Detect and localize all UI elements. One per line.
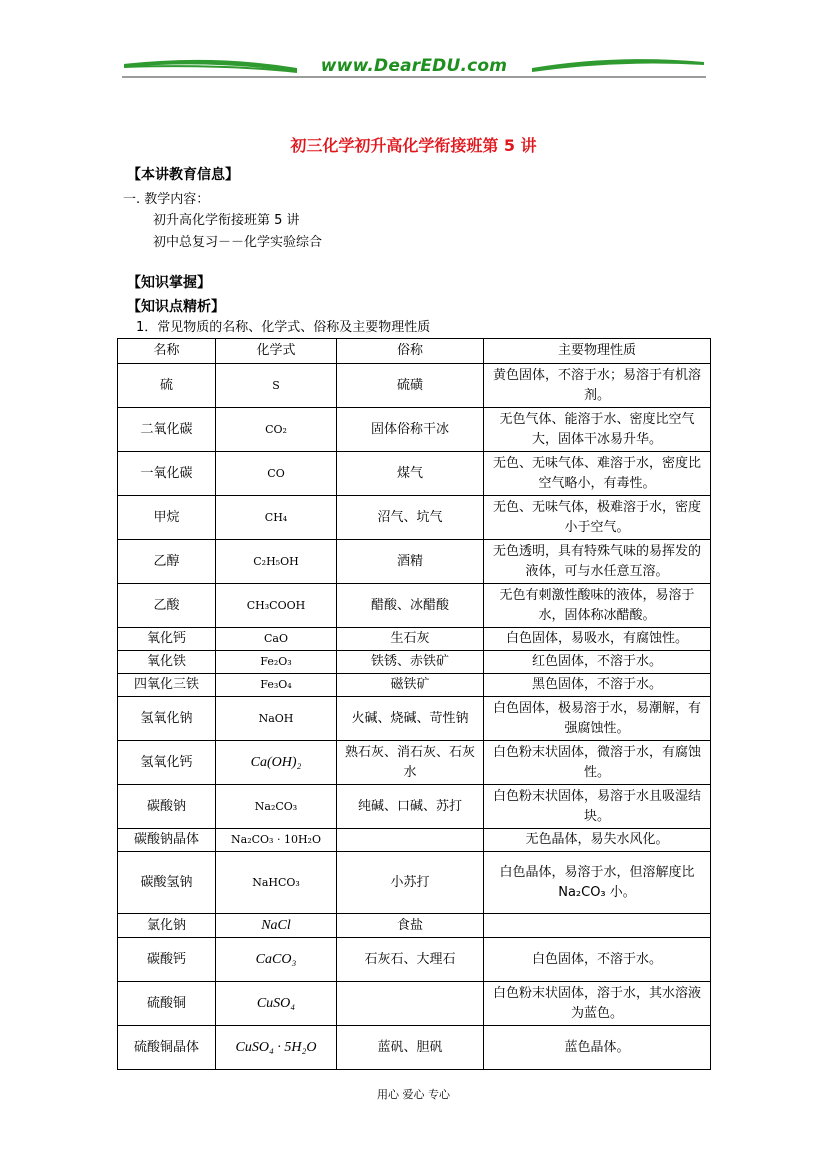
common-name: 酒精 [337, 540, 484, 584]
chemical-formula: CO₂ [216, 408, 337, 452]
chemical-formula: Ca(OH)₂ [216, 741, 337, 785]
common-name: 熟石灰、消石灰、石灰水 [337, 741, 484, 785]
substance-name: 氧化钙 [118, 628, 216, 651]
table-row [118, 982, 711, 1026]
teaching-line-2: 初中总复习－－化学实验综合 [153, 235, 323, 250]
substance-name: 一氧化碳 [118, 452, 216, 496]
substance-name: 碳酸钠晶体 [118, 829, 216, 852]
physical-properties: 红色固体，不溶于水。 [484, 651, 711, 674]
physical-properties: 黄色固体，不溶于水；易溶于有机溶剂。 [484, 364, 711, 408]
common-name: 石灰石、大理石 [337, 938, 484, 982]
substance-name: 硫 [118, 364, 216, 408]
table-row [118, 584, 711, 628]
table-row [118, 674, 711, 697]
common-name: 硫磺 [337, 364, 484, 408]
common-name: 蓝矾、胆矾 [337, 1026, 484, 1070]
site-logo-text: www.DearEDU.com [320, 56, 508, 76]
table-row [118, 741, 711, 785]
chemical-formula: NaOH [216, 697, 337, 741]
physical-properties: 白色固体，易吸水，有腐蚀性。 [484, 628, 711, 651]
chemical-formula: CuSO₄ [216, 982, 337, 1026]
common-name [337, 829, 484, 852]
physical-properties [484, 914, 711, 938]
physical-properties: 无色、无味气体，极难溶于水，密度小于空气。 [484, 496, 711, 540]
substance-name: 乙醇 [118, 540, 216, 584]
chemical-formula: Na₂CO₃ [216, 785, 337, 829]
column-header-properties: 主要物理性质 [484, 339, 711, 364]
column-header-name: 名称 [118, 339, 216, 364]
chemical-formula: CH₃COOH [216, 584, 337, 628]
column-header-formula: 化学式 [216, 339, 337, 364]
physical-properties: 无色透明，具有特殊气味的易挥发的液体，可与水任意互溶。 [484, 540, 711, 584]
teaching-heading: 一. 教学内容： [123, 192, 210, 207]
substance-name: 氧化铁 [118, 651, 216, 674]
physical-properties: 白色固体，不溶于水。 [484, 938, 711, 982]
table-row [118, 914, 711, 938]
common-name: 醋酸、冰醋酸 [337, 584, 484, 628]
substance-name: 硫酸铜 [118, 982, 216, 1026]
properties-table [117, 338, 711, 1070]
physical-properties: 无色、无味气体、难溶于水，密度比空气略小，有毒性。 [484, 452, 711, 496]
substance-name: 四氧化三铁 [118, 674, 216, 697]
chemical-formula: Fe₂O₃ [216, 651, 337, 674]
physical-properties: 无色晶体，易失水风化。 [484, 829, 711, 852]
chemical-formula: CH₄ [216, 496, 337, 540]
physical-properties: 无色气体、能溶于水、密度比空气大，固体干冰易升华。 [484, 408, 711, 452]
common-name [337, 982, 484, 1026]
table-row [118, 408, 711, 452]
section-knowledge-heading: 【知识掌握】 [127, 275, 211, 291]
page-footer: 用心 爱心 专心 [377, 1088, 450, 1101]
physical-properties: 白色晶体，易溶于水，但溶解度比 Na₂CO₃ 小。 [484, 852, 711, 914]
substance-name: 硫酸铜晶体 [118, 1026, 216, 1070]
substance-name: 乙酸 [118, 584, 216, 628]
substance-name: 二氧化碳 [118, 408, 216, 452]
chemical-formula: C₂H₅OH [216, 540, 337, 584]
item-1-caption: 1．常见物质的名称、化学式、俗称及主要物理性质 [136, 320, 431, 335]
table-row [118, 829, 711, 852]
physical-properties: 蓝色晶体。 [484, 1026, 711, 1070]
chemical-formula: NaHCO₃ [216, 852, 337, 914]
table-row [118, 852, 711, 914]
table-row [118, 540, 711, 584]
common-name: 食盐 [337, 914, 484, 938]
chemical-formula: Fe₃O₄ [216, 674, 337, 697]
common-name: 小苏打 [337, 852, 484, 914]
teaching-line-1: 初升高化学衔接班第 5 讲 [153, 213, 300, 228]
common-name: 纯碱、口碱、苏打 [337, 785, 484, 829]
substance-name: 碳酸钙 [118, 938, 216, 982]
page-title: 初三化学初升高化学衔接班第 5 讲 [290, 136, 537, 155]
physical-properties: 白色粉末状固体，微溶于水，有腐蚀性。 [484, 741, 711, 785]
substance-name: 氢氧化钙 [118, 741, 216, 785]
common-name: 磁铁矿 [337, 674, 484, 697]
table-row [118, 651, 711, 674]
substance-name: 碳酸钠 [118, 785, 216, 829]
physical-properties: 白色固体，极易溶于水，易潮解，有强腐蚀性。 [484, 697, 711, 741]
chemical-formula: NaCl [216, 914, 337, 938]
chemical-formula: Na₂CO₃ · 10H₂O [216, 829, 337, 852]
common-name: 煤气 [337, 452, 484, 496]
physical-properties: 无色有刺激性酸味的液体，易溶于水，固体称冰醋酸。 [484, 584, 711, 628]
table-row [118, 496, 711, 540]
column-header-common-name: 俗称 [337, 339, 484, 364]
table-row [118, 1026, 711, 1070]
common-name: 固体俗称干冰 [337, 408, 484, 452]
section-info-heading: 【本讲教育信息】 [127, 167, 239, 183]
substance-name: 氢氧化钠 [118, 697, 216, 741]
common-name: 生石灰 [337, 628, 484, 651]
common-name: 沼气、坑气 [337, 496, 484, 540]
substance-name: 氯化钠 [118, 914, 216, 938]
substance-name: 甲烷 [118, 496, 216, 540]
chemical-formula: S [216, 364, 337, 408]
common-name: 火碱、烧碱、苛性钠 [337, 697, 484, 741]
table-row [118, 452, 711, 496]
chemical-formula: CaCO₃ [216, 938, 337, 982]
table-row [118, 697, 711, 741]
physical-properties: 白色粉末状固体，溶于水，其水溶液为蓝色。 [484, 982, 711, 1026]
chemical-formula: CO [216, 452, 337, 496]
table-header-row [118, 339, 711, 364]
chemical-formula: CuSO₄ · 5H₂O [216, 1026, 337, 1070]
chemical-formula: CaO [216, 628, 337, 651]
table-row [118, 364, 711, 408]
common-name: 铁锈、赤铁矿 [337, 651, 484, 674]
physical-properties: 黑色固体，不溶于水。 [484, 674, 711, 697]
table-row [118, 785, 711, 829]
section-points-heading: 【知识点精析】 [127, 299, 225, 315]
physical-properties: 白色粉末状固体，易溶于水且吸湿结块。 [484, 785, 711, 829]
table-row [118, 938, 711, 982]
table-row [118, 628, 711, 651]
substance-name: 碳酸氢钠 [118, 852, 216, 914]
